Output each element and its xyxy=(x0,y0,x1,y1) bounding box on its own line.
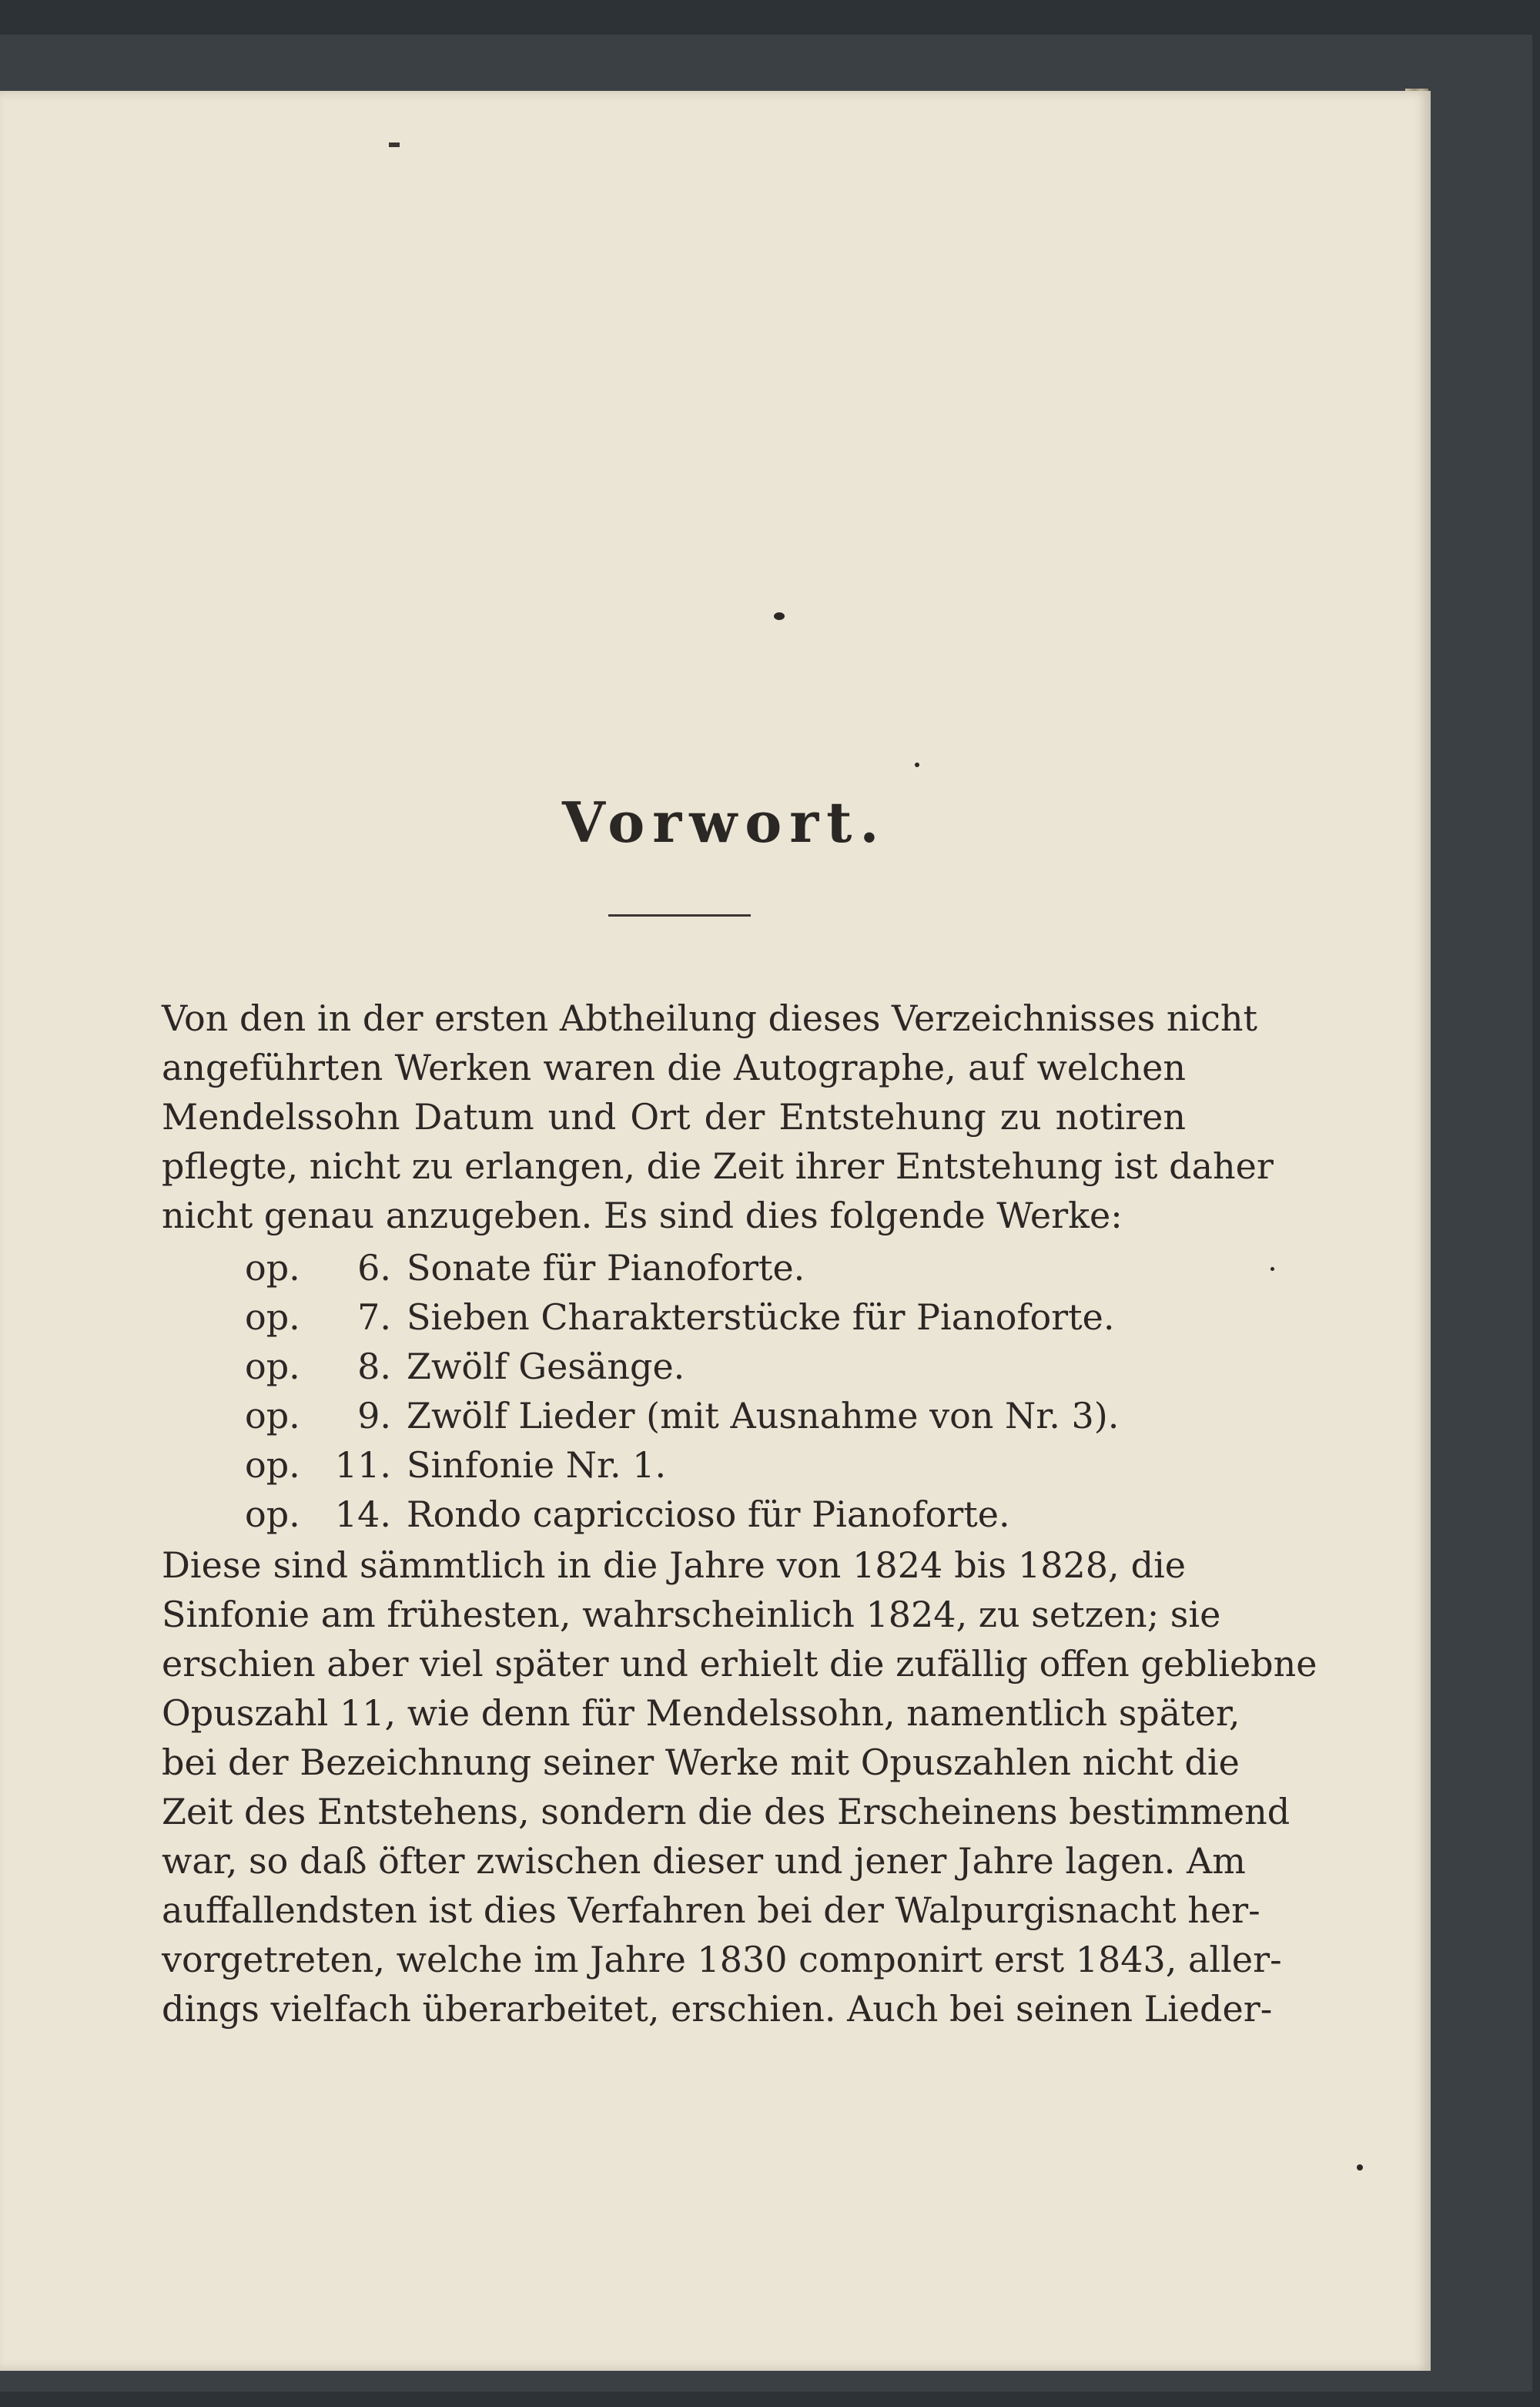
text-line: erschien aber viel später und erhielt die zufällig offen gebliebne xyxy=(162,1643,1317,1685)
ink-speck xyxy=(915,763,919,767)
text-line: auffallendsten ist dies Verfahren bei der Walpurgisnacht her- xyxy=(162,1889,1260,1931)
work-number: 9. xyxy=(357,1395,391,1436)
text-line: pflegte, nicht zu erlangen, die Zeit ihrer Entstehung ist daher xyxy=(162,1145,1274,1187)
list-item xyxy=(245,1342,1153,1391)
text-line: angeführten Werken waren die Autographe, auf welchen xyxy=(162,1047,1186,1088)
work-number: 8. xyxy=(357,1346,391,1387)
work-title: Sinfonie Nr. 1. xyxy=(407,1444,667,1486)
text-line: nicht genau anzugeben. Es sind dies folgende Werke: xyxy=(162,1195,1123,1236)
list-item xyxy=(245,1292,1153,1342)
title-rule xyxy=(608,914,751,917)
work-title: Sonate für Pianoforte. xyxy=(407,1247,805,1289)
work-op-label: op. xyxy=(245,1296,300,1338)
list-item xyxy=(245,1490,1153,1539)
ink-speck xyxy=(1270,1267,1274,1271)
list-item xyxy=(245,1391,1153,1440)
work-title: Zwölf Gesänge. xyxy=(407,1346,685,1387)
work-op-label: op. xyxy=(245,1346,300,1387)
text-line: bei der Bezeichnung seiner Werke mit Opuszahlen nicht die xyxy=(162,1742,1240,1783)
work-title: Sieben Charakterstücke für Pianoforte. xyxy=(407,1296,1115,1338)
page-mark xyxy=(389,142,400,147)
work-title: Rondo capriccioso für Pianoforte. xyxy=(407,1493,1010,1535)
work-op-label: op. xyxy=(245,1247,300,1289)
paragraph-intro xyxy=(162,994,1274,1240)
text-line: Zeit des Entstehens, sondern die des Erscheinens bestimmend xyxy=(162,1791,1291,1832)
page-title: Vorwort. xyxy=(562,789,887,855)
text-line: Opuszahl 11, wie denn für Mendelssohn, namentlich später, xyxy=(162,1692,1240,1734)
work-number: 7. xyxy=(357,1296,391,1338)
text-line: Von den in der ersten Abtheilung dieses Verzeichnisses nicht xyxy=(162,997,1258,1039)
list-item xyxy=(245,1243,1153,1292)
work-title: Zwölf Lieder (mit Ausnahme von Nr. 3). xyxy=(407,1395,1120,1436)
work-op-label: op. xyxy=(245,1395,300,1436)
ink-speck xyxy=(1357,2164,1363,2171)
work-op-label: op. xyxy=(245,1444,300,1486)
work-op-label: op. xyxy=(245,1493,300,1535)
text-line: war, so daß öfter zwischen dieser und jener Jahre lagen. Am xyxy=(162,1840,1246,1882)
work-number: 14. xyxy=(334,1493,391,1535)
work-number: 11. xyxy=(334,1444,391,1486)
text-line: dings vielfach überarbeitet, erschien. Auch bei seinen Lieder- xyxy=(162,1988,1273,2030)
text-line: Sinfonie am frühesten, wahrscheinlich 1824, zu setzen; sie xyxy=(162,1594,1221,1635)
text-line: vorgetreten, welche im Jahre 1830 componirt erst 1843, aller- xyxy=(162,1939,1282,1980)
paragraph-dates xyxy=(162,1540,1317,2033)
works-list xyxy=(245,1243,1153,1539)
ink-speck xyxy=(774,612,785,620)
text-line: Diese sind sämmtlich in die Jahre von 1824 bis 1828, die xyxy=(162,1544,1186,1586)
work-number: 6. xyxy=(357,1247,391,1289)
list-item xyxy=(245,1440,1153,1490)
text-line: Mendelssohn Datum und Ort der Entstehung zu notiren xyxy=(162,1096,1186,1138)
